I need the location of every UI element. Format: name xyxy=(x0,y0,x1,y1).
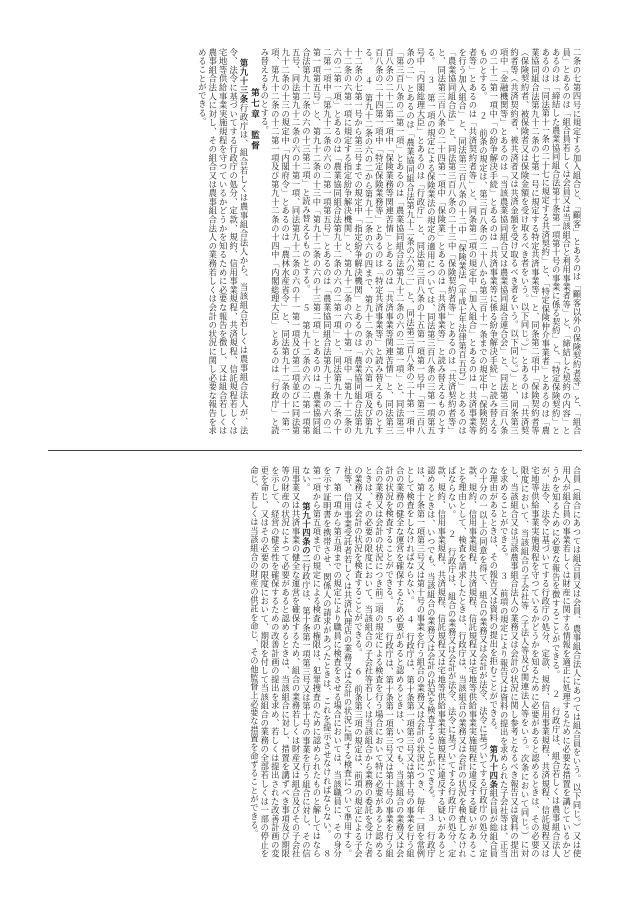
lower-text-block xyxy=(48,466,582,867)
article-93-heading: 第九十三条 xyxy=(239,58,249,104)
chapter-heading: 第七章 監督 xyxy=(249,88,260,152)
article-94-paragraph-5: ５ 行政庁は、第十条第一項第三号又は第十号の事業を行う組合の業務又は会計の状況につき前二項の規定による検査を行う場合において特に必要があると認めるときは、その必要の限度において、当該組合の子会社等若しくは当該組合から業務の委託を受けた者の業務又は会計の状況を検査することができる。 xyxy=(353,466,395,858)
upper-text-block xyxy=(48,48,582,435)
section-divider xyxy=(48,450,582,451)
article-93-paragraph-2: ２ 行政庁は、組合若しくは農事組合法人が、法令、法令に基づいてする行政庁の処分、定款、規約、信用事業規程、共済規程、信託規程又は宅地等供給事業実施規程を守つているかどうかを知るために必要があると認めるときは、その必要の限度において、当該組合の子会社等（子法人等及び関連法人等をいう。次条において同じ。）に対し、当該組合又は当該農事組合法人の業務又は会計の状況に関し参考となるべき報告又は資料の提出を求めることができる。 xyxy=(499,466,562,858)
article-94-paragraph-3: ３ 行政庁は、第十条第一項第三号又は第十号の事業を行う組合の業務又は会計の状況につき、毎年一回を常例として検査をしなければならない。 xyxy=(405,466,437,858)
article-93-body: 行政庁は、組合若しくは農事組合法人から、当該組合若しくは農事組合法人が、法令、法令に基づいてする行政庁の処分、定款、規約、信用事業規程、共済規程、信託規程若しくは宅地等供給事業実施規程を守つているかどうかを知るために必要な報告を徴し、又は組合若しくは農事組合法人に対し、その組合又は農事組合法人の業務若しくは会計の状況に関し必要な報告を求めることができる。 xyxy=(197,48,249,435)
article-94-2-heading: 第九十四条の二 xyxy=(301,502,312,564)
article-94-paragraph-6: ６ 前条第三項の規定は、前項の規定による子会社等、信用事業受託者若しくは共済代理店の業務又は会計の状況に関する検査について準用する。 xyxy=(343,466,364,858)
article-94-paragraph-4: ４ 行政庁は、第十条第一項第三号又は第十号の事業を行う組合の業務の健全な運営を確保するため必要があると認めるときは、いつでも、当該組合の業務又は会計の状況を検査することができる。 xyxy=(384,466,416,858)
article-94-body: 組合員が総組合員の十分の一以上の同意を得て、組合の業務又は会計が法令、法令に基づいてする行政庁の処分、定款、規約、信用事業規程、共済規程、信託規程又は宅地等供給事業実施規程に違反する疑いがあることを理由として、検査を請求したときは、行政庁は、当該組合の業務又は会計の状況を検査しなければならない。 xyxy=(447,466,499,859)
article-94-paragraph-7: ７ 第一項から第五項までの規定により職員に検査をさせる場合においては、当該職員に、その身分を示す証明書を携帯させ、関係人の請求があつたときは、これを提示させなければならない。 xyxy=(322,466,343,858)
article-93-paragraph-3: ３ 前項の規定により報告又は資料の提出を求められた子会社等は、正当な理由があるときは、その報告又は資料の提出を拒むことができる。 xyxy=(488,466,510,858)
article-94-2-body: 行政庁は、第十条第一項第三号又は第十号の事業を行う組合に対し、その信用事業又は共済事業の健全な運営を確保するため、組合の業務若しくは財産又は組合及びその子会社等の財産の状況によつて必要があると認めるときは、当該組合に対し、措置を講ずべき事項及び期限を示して、経営の健全性を確保するための改善計画の提出を求め、若しくは提出された改善計画の変更を命じ、又はその必要の限度において、期限を付して当該組合の業務の全部若しくは一部の停止を命じ、若しくは当該組合の財産の供託を命じ、その他監督上必要な措置を命ずることができる。 xyxy=(249,466,312,858)
paragraph-5: ５ 第九十二条の六の二第一項第五号、同法第九十二条の六の十第一項、同法第九十二条の六の十一第一項及び第二項並びに同法第九十二条の十三の規定中「内閣府令」とあるのは「農林水産省令」と、同法第九十二条の十一第一項、第九十二条の十二第一項及び第九十二条の十四中「内閣総理大臣」とあるのは「行政庁」と読み替えるものとする。 xyxy=(259,48,312,436)
article-93-continuation: 合員（組合にあつては組合員又は会員、農事組合法人にあつては組合員をいう。以下同じ。）又は使用人が組合員の事業若しくは財産に関する情報を適正に処理するために必要な措置を講じているかどうかを知るために必要な報告を徴することができる。 xyxy=(551,466,582,858)
paragraph-4: ４ 第九十二条の六の二から第九十二条の六の四まで、第九十二条の六の六第一項及び第九十二条の七第一号から第三号までの規定中「指定紛争解決機関」とあるのは「農業協同組合法第九十二条の六第一項に規定する指定紛争解決機関」と、第九十二条の六の十第一項中「第九十二条の六の二第一項」とあるのは「農業協同組合法第九十二条の六の二第一項」と、同法第九十二条の十二第一項中「第九十二条の六の二第一項第五号」とあるのは「農業協同組合法第九十二条の六の二第一項第五号」と、第九十二条の十三中「第九十二条の六の十三第二項」とあるのは「農業協同組合法第九十二条の六の十三第二項」と読み替えるものとする。 xyxy=(301,48,374,435)
article-94-paragraph-2: ２ 行政庁は、組合の業務又は会計が法令、法令に基づいてする行政庁の処分、定款、規約、信用事業規程、共済規程、信託規程又は宅地等供給事業実施規程に違反する疑いがあると認めるときは、いつでも、当該組合の業務又は会計の状況を検査することができる。 xyxy=(426,466,458,858)
paragraph-2: ２ 前条の規定は、第三百八条の二十八から第三百十一条までの規定中「保険契約者等」とあるのは「共済契約者等」と、同条第二項の規定中「加入組合」とあるのは「共済事業等を行う加入組合」と、同法第三百八条の十二中「保険業法（平成七年法律第百五号）」とあるのは「農業協同組合法」と、同法第三百八条の二十三中「保険契約者等」とあるのは「共済契約者等」と、同法第三百八条の二十四第一項中「保険業」とあるのは「共済事業等」と読み替えるものとする。 xyxy=(426,48,489,435)
continued-clause: 二条の七第四号に規定する加入組合と、「顧客」とあるのは「顧客以外の保険契約者等」と、「組合員」とあるのは「組合員若しくは会員又は当該組合と利用事業者等」と、「締結した契約の内容」とあるのは「締結した農業協同組合法第十条第一項第十号の事業に係る契約」と、「特定保険契約」とあるのは「同法第十一条の二十七に規定する共済契約」と、「特定保険仲介事業者」とあるのは「農業協同組合法第九十二条の七第一号に規定する特定共済事業等」と、同条第二項中「保険契約者等（保険契約者、被保険者又は保険金額を受け取るべき者をいう。以下同じ。）」とあるのは「共済契約者等（共済契約者、被共済者又は共済金額を受け取るべき者をいう。以下同じ。）」と、同条第三項中「金融機関等」とあるのは「当該農業協同組合又は農業協同組合連合会」と、同法第三百八条の二十二第一項中「の紛争解決手続」とあるのは「共済事業等に係る紛争解決手続」と読み替えるものとする。 xyxy=(478,48,582,435)
article-94-paragraph-8: ８ 第一項から第五項までの規定による検査の権限は、犯罪捜査のために認められたものと解してはならない。 xyxy=(301,466,333,867)
article-94-heading: 第九十四条 xyxy=(488,745,499,789)
paragraph-3: ３ 第一項の規定による保険業法の規定の適用については、同法第三百八条の三第一項第五号中「内閣総理大臣」とあるのは「行政庁」と、同法第三百八条の十五第一項第一号中「第三百八条の二」とあるのは「農業協同組合法第九十二条の六の二」と、同法第三百八条の二十第一項中「第三百八条の二第一項」とあるのは「農業協同組合法第九十二条の六の二第一項」と、同法第三百八条の二十二第一項中「保険業務等関連苦情」とあるのは「共済事業等関連苦情」と、同法第三百八条の二十四第一項中「特定保険業務等」とあるのは「特定共済事業等」と読み替えるものとする。 xyxy=(363,48,437,435)
